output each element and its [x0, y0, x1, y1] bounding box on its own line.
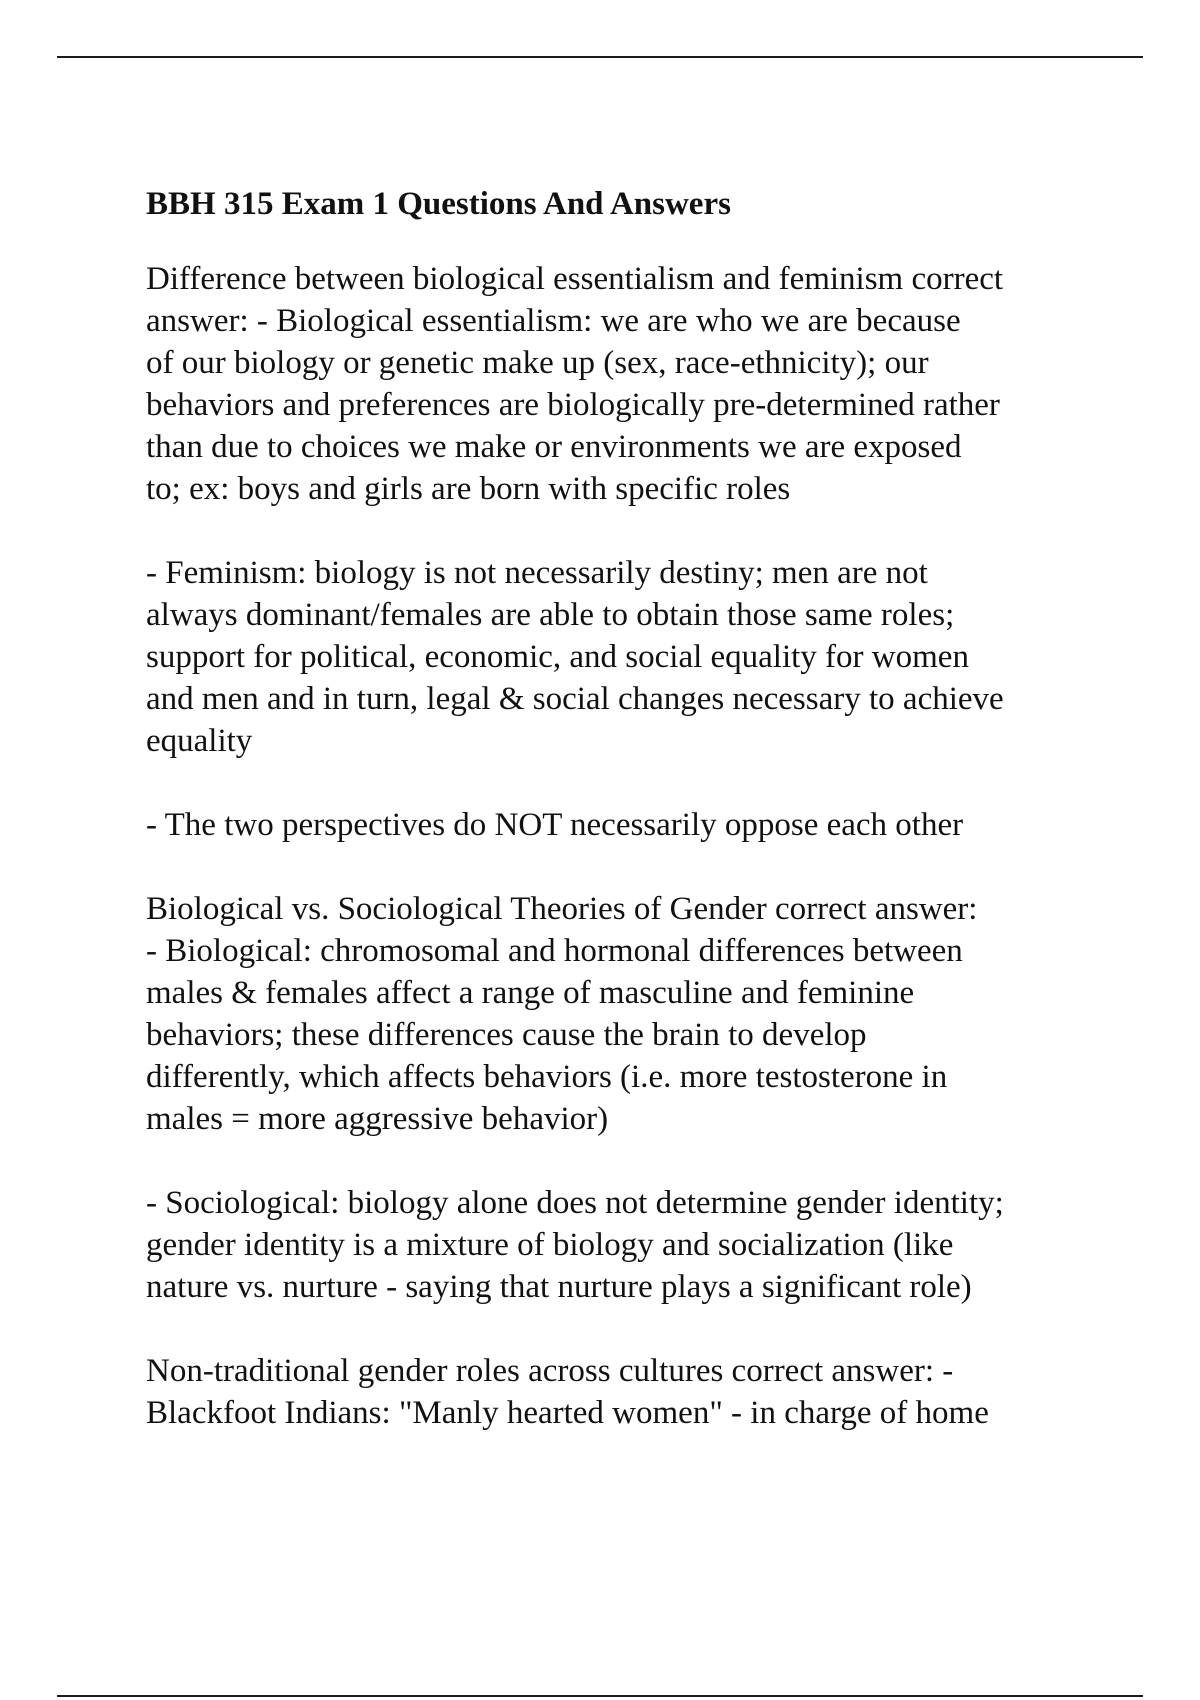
document-body	[146, 183, 1106, 1476]
paragraph-feminism: - Feminism: biology is not necessarily destiny; men are not always dominant/females are able to obtain those same roles; support for political, economic, and social equality for women and men and in turn, legal & social changes necessary to achieve equality	[146, 555, 1004, 759]
bottom-divider	[57, 1695, 1143, 1697]
top-divider	[57, 56, 1143, 58]
paragraph-essentialism-feminism: Difference between biological essentialism and feminism correct answer: - Biological essentialism: we are who we are because of our biology or genetic make up (sex, race-ethnicity); our behaviors and preferences are biologically pre-determined rather than due to choices we make or environments we are exposed to; ex: boys and girls are born with specific roles	[146, 261, 1004, 507]
paragraph-nontraditional-roles: Non-traditional gender roles across cultures correct answer: - Blackfoot Indians: "Manly hearted women" - in charge of home	[146, 1353, 989, 1431]
paragraph-perspectives: - The two perspectives do NOT necessarily oppose each other	[146, 807, 964, 843]
paragraph-sociological-theory: - Sociological: biology alone does not determine gender identity; gender identity is a mixture of biology and socialization (like nature vs. nurture - saying that nurture plays a significant role)	[146, 1185, 1004, 1305]
document-title: BBH 315 Exam 1 Questions And Answers	[146, 186, 731, 222]
paragraph-biological-theory: Biological vs. Sociological Theories of Gender correct answer: - Biological: chromosomal and hormonal differences between males & females affect a range of masculine and feminine behaviors; these differences cause the brain to develop differently, which affects behaviors (i.e. more testosterone in males = more aggressive behavior)	[146, 891, 978, 1137]
